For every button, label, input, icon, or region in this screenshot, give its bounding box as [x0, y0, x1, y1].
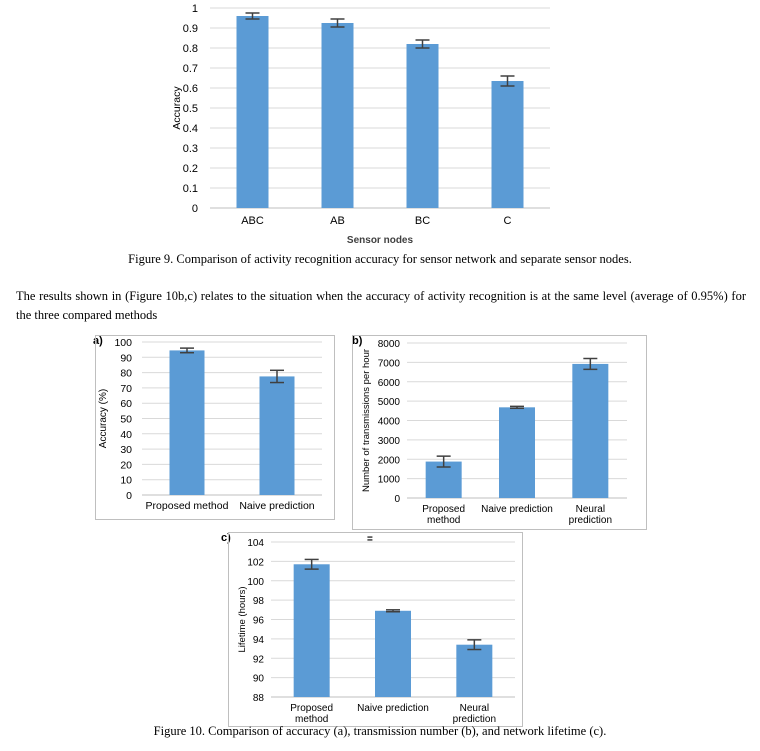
y-tick-label: 0.3 — [182, 143, 198, 155]
y-tick-label: 60 — [120, 398, 132, 411]
bar — [237, 16, 269, 208]
y-tick-label: 90 — [252, 673, 264, 685]
x-tick-label: AB — [330, 215, 345, 227]
figure10a-accuracy-chart — [95, 335, 335, 520]
x-tick-label: Neural — [575, 504, 606, 515]
y-tick-label: 0.8 — [182, 43, 198, 55]
error-bar — [180, 348, 194, 353]
y-tick-label: 100 — [114, 337, 132, 349]
y-tick-label: 6000 — [377, 377, 400, 389]
y-axis-label: Number of transmissions per hour — [361, 348, 372, 493]
y-tick-label: 8000 — [377, 339, 400, 350]
bar — [260, 376, 295, 495]
body-paragraph: The results shown in (Figure 10b,c) relates to the situation when the accuracy of activity recognition is at the same level (average of 0.95%) for the three compared methods — [16, 289, 746, 322]
y-tick-label: 0 — [126, 490, 132, 502]
y-tick-label: 0.9 — [182, 23, 198, 35]
bar — [499, 407, 535, 498]
y-tick-label: 0 — [394, 494, 400, 505]
bar — [492, 81, 524, 208]
y-tick-label: 70 — [120, 382, 132, 395]
x-tick-label: Naive prediction — [239, 500, 315, 512]
x-tick-label: Naive prediction — [481, 504, 553, 515]
y-tick-label: 30 — [120, 444, 132, 457]
bar — [294, 564, 330, 697]
y-tick-label: 92 — [252, 654, 264, 666]
x-tick-label: ABC — [241, 215, 264, 227]
y-tick-label: 102 — [247, 557, 264, 569]
y-tick-label: 0.4 — [182, 123, 198, 135]
y-tick-label: 40 — [120, 428, 132, 441]
y-tick-label: 98 — [252, 596, 264, 608]
y-axis-label: Lifetime (hours) — [237, 586, 248, 653]
y-tick-label: 5000 — [377, 397, 400, 409]
y-tick-label: 0.5 — [182, 103, 198, 115]
x-tick-label: method — [294, 714, 329, 725]
panel-a-label: a) — [93, 335, 103, 347]
y-tick-label: 20 — [120, 459, 132, 472]
figure10-caption: Figure 10. Comparison of accuracy (a), transmission number (b), and network lifetime (c). — [153, 724, 607, 738]
bar — [170, 350, 205, 495]
y-tick-label: 88 — [252, 693, 264, 704]
x-tick-label: Neural — [459, 703, 490, 714]
x-tick-label: Naive prediction — [357, 703, 429, 714]
bar — [407, 44, 439, 208]
y-tick-label: 50 — [120, 413, 132, 426]
y-tick-label: 100 — [247, 576, 264, 588]
bar — [322, 23, 354, 208]
y-tick-label: 96 — [252, 615, 264, 627]
y-tick-label: 0 — [191, 203, 198, 215]
y-tick-label: 1 — [191, 3, 198, 15]
x-tick-label: C — [503, 215, 512, 227]
y-tick-label: 2000 — [377, 455, 400, 467]
y-tick-label: 0.7 — [182, 63, 198, 75]
x-tick-label: Proposed — [290, 703, 334, 714]
x-tick-label: prediction — [568, 515, 613, 526]
x-tick-label: Proposed — [422, 504, 466, 515]
y-axis-label: Accuracy — [171, 86, 183, 130]
x-tick-label: BC — [414, 215, 431, 227]
y-axis-label: Accuracy (%) — [98, 388, 109, 449]
y-tick-label: 3000 — [377, 435, 400, 447]
stray-mark: = — [367, 534, 373, 545]
bar — [572, 364, 608, 498]
x-tick-label: method — [426, 515, 461, 526]
bar — [375, 611, 411, 697]
bar — [456, 645, 492, 697]
x-tick-label: prediction — [452, 714, 497, 725]
figure9-accuracy-chart — [160, 0, 560, 250]
y-tick-label: 7000 — [377, 358, 400, 370]
y-tick-label: 4000 — [377, 416, 400, 428]
panel-b-label: b) — [352, 335, 363, 347]
y-tick-label: 90 — [120, 352, 132, 365]
y-tick-label: 10 — [120, 474, 132, 487]
figure9-caption: Figure 9. Comparison of activity recognition accuracy for sensor network and separate sensor nodes. — [128, 252, 632, 266]
y-tick-label: 0.2 — [182, 163, 198, 175]
figure10c-lifetime-chart — [228, 532, 523, 727]
y-tick-label: 0.6 — [182, 83, 198, 95]
y-tick-label: 94 — [252, 634, 264, 646]
y-tick-label: 104 — [247, 538, 264, 549]
y-tick-label: 1000 — [377, 474, 400, 486]
y-tick-label: 0.1 — [182, 183, 198, 195]
x-axis-label: Sensor nodes — [346, 235, 414, 246]
panel-c-label: c) — [221, 532, 231, 544]
x-tick-label: Proposed method — [145, 500, 229, 512]
figure10b-transmissions-chart — [352, 335, 647, 530]
y-tick-label: 80 — [120, 367, 132, 380]
